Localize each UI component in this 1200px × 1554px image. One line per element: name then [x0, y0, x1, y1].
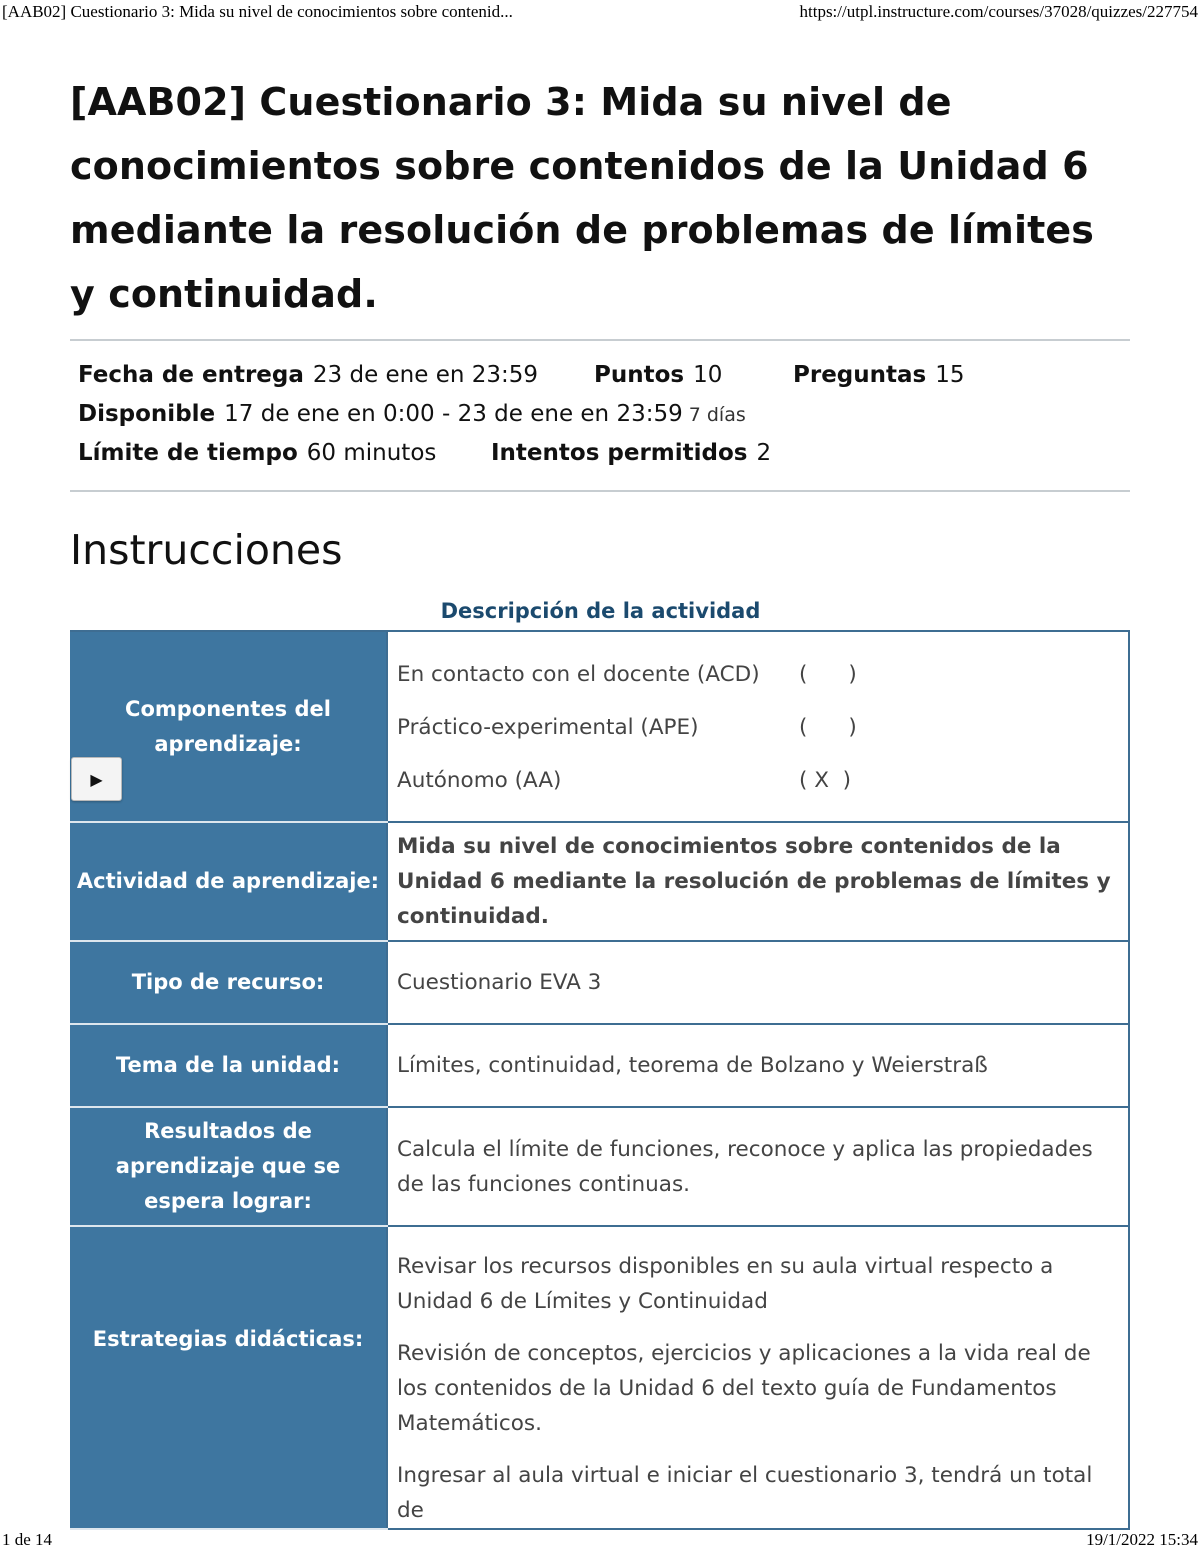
points — [594, 357, 722, 393]
strategy-paragraph: Revisar los recursos disponibles en su aula virtual respecto a Unidad 6 de Límites y Continuidad — [397, 1254, 1054, 1314]
print-header-url[interactable]: https://utpl.instructure.com/courses/37028/quizzes/227754 — [799, 2, 1198, 21]
table-row — [70, 1107, 1129, 1226]
points-value: 10 — [693, 362, 723, 388]
print-header-title: [AAB02] Cuestionario 3: Mida su nivel de conocimientos sobre contenid... — [2, 2, 513, 21]
strategies-cell — [387, 1226, 1129, 1529]
strategy-paragraph: Ingresar al aula virtual e iniciar el cuestionario 3, tendrá un total de — [397, 1463, 1093, 1523]
components-header: Componentes del aprendizaje: — [70, 631, 387, 822]
list-item — [397, 754, 1118, 807]
details-row-3 — [78, 435, 1130, 474]
activity-description-table — [70, 630, 1130, 1530]
due-date — [78, 357, 538, 393]
table-row — [70, 1226, 1129, 1529]
time-limit-value: 60 minutos — [306, 440, 437, 466]
component-mark: ( ) — [799, 715, 857, 740]
time-limit-label: Límite de tiempo — [78, 440, 298, 466]
due-date-label: Fecha de entrega — [78, 362, 304, 388]
availability-value: 17 de ene en 0:00 - 23 de ene en 23:59 — [224, 401, 683, 427]
list-item — [397, 701, 1118, 754]
points-label: Puntos — [594, 362, 685, 388]
outcomes-header: Resultados de aprendizaje que se espera lograr: — [70, 1107, 387, 1226]
quiz-content — [70, 70, 1130, 1530]
questions — [793, 357, 965, 393]
table-row — [70, 822, 1129, 941]
questions-label: Preguntas — [793, 362, 927, 388]
table-row — [70, 941, 1129, 1024]
quiz-title: [AAB02] Cuestionario 3: Mida su nivel de conocimientos sobre contenidos de la Unidad 6 mediante la resolución de problemas de límites y continuidad. — [70, 80, 1094, 316]
table-row — [70, 631, 1129, 822]
component-mark: ( X ) — [799, 768, 852, 793]
availability-label: Disponible — [78, 401, 216, 427]
outcomes-value: Calcula el límite de funciones, reconoce y aplica las propiedades de las funciones continuas. — [387, 1107, 1129, 1226]
availability — [78, 396, 746, 433]
unit-topic-header: Tema de la unidad: — [70, 1024, 387, 1107]
availability-days: 7 días — [688, 404, 746, 426]
activity-header: Actividad de aprendizaje: — [70, 822, 387, 941]
details-row-1 — [78, 357, 1130, 396]
play-icon: ▶ — [90, 769, 103, 789]
resource-value: Cuestionario EVA 3 — [387, 941, 1129, 1024]
attempts — [491, 435, 771, 471]
time-limit — [78, 435, 436, 471]
due-date-value: 23 de ene en 23:59 — [312, 362, 539, 388]
component-label: Autónomo (AA) — [397, 768, 562, 793]
activity-table-caption: Descripción de la actividad — [440, 599, 761, 623]
component-label: En contacto con el docente (ACD) — [397, 662, 760, 687]
details-row-2 — [78, 396, 1130, 435]
resource-header: Tipo de recurso: — [70, 941, 387, 1024]
strategy-paragraph: Revisión de conceptos, ejercicios y aplicaciones a la vida real de los contenidos de la Unidad 6 del texto guía de Fundamentos Matemáticos. — [397, 1341, 1091, 1436]
activity-value: Mida su nivel de conocimientos sobre contenidos de la Unidad 6 mediante la resolución de problemas de límites y continuidad. — [387, 822, 1129, 941]
quiz-details — [70, 341, 1130, 490]
component-mark: ( ) — [799, 662, 857, 687]
attempts-label: Intentos permitidos — [491, 440, 748, 466]
page-number: 1 de 14 — [2, 1530, 53, 1549]
table-row — [70, 1024, 1129, 1107]
attempts-value: 2 — [756, 440, 772, 466]
print-datetime: 19/1/2022 15:34 — [1086, 1530, 1198, 1549]
instructions-heading: Instrucciones — [70, 526, 343, 574]
component-label: Práctico-experimental (APE) — [397, 715, 699, 740]
strategies-header: Estrategias didácticas: — [70, 1226, 387, 1529]
print-header — [0, 2, 1200, 26]
media-play-button[interactable] — [71, 757, 122, 801]
components-cell — [387, 631, 1129, 822]
print-footer — [0, 1530, 1200, 1554]
list-item — [397, 648, 1118, 701]
details-bottom-divider — [70, 490, 1130, 492]
unit-topic-value: Límites, continuidad, teorema de Bolzano y Weierstraß — [387, 1024, 1129, 1107]
questions-value: 15 — [935, 362, 965, 388]
